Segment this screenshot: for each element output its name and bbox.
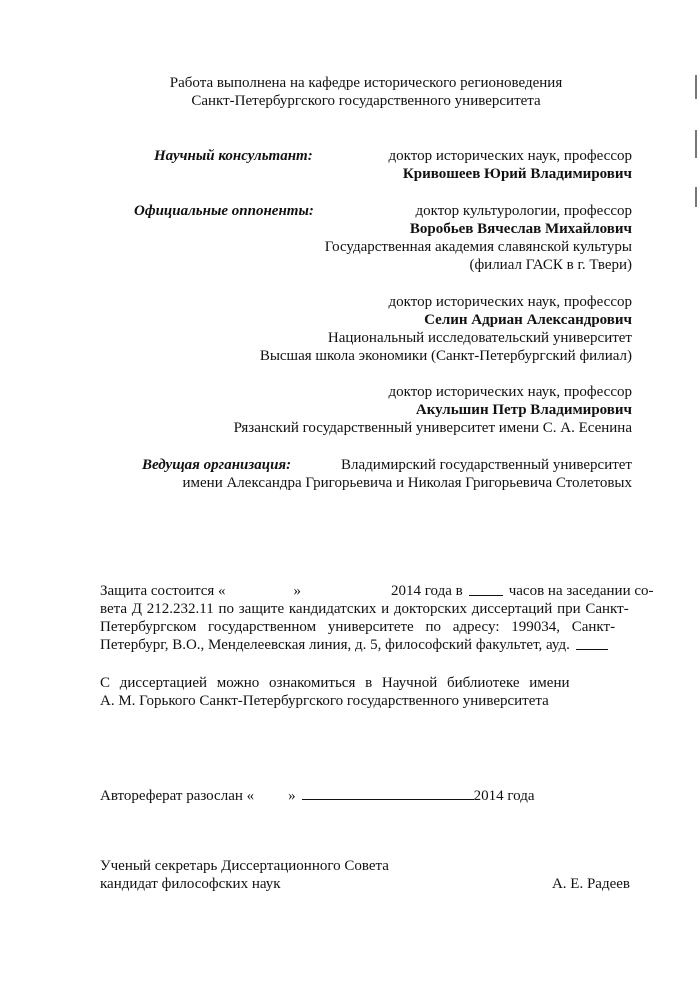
scan-edge-mark: [695, 130, 697, 158]
date-blank: [302, 786, 474, 800]
opponent-name: Селин Адриан Александрович: [424, 312, 632, 328]
opponent-org: Национальный исследовательский университет: [327, 330, 632, 346]
opponent-name: Воробьев Вячеслав Михайлович: [409, 221, 632, 237]
header-line: Работа выполнена на кафедре исторического регионоведения: [169, 75, 563, 91]
defense-text: 2014 года в: [391, 583, 463, 599]
opponents-label: Официальные оппоненты:: [134, 203, 314, 219]
sent-text: »: [288, 788, 296, 804]
room-blank: [576, 636, 608, 650]
secretary-name: А. Е. Радеев: [551, 876, 630, 892]
lead-org-line: Владимирский государственный университет: [341, 457, 632, 473]
paragraph-line: [100, 582, 654, 600]
defense-paragraph: [100, 582, 654, 654]
sent-line: [100, 786, 535, 805]
opponent-block: [100, 383, 632, 437]
opponent-org: Государственная академия славянской культуры: [324, 239, 632, 255]
paragraph-line: А. М. Горького Санкт-Петербургского государственного университета: [100, 693, 549, 709]
scan-edge-mark: [695, 187, 697, 207]
hour-blank: [469, 582, 503, 596]
opponent-block: [100, 293, 632, 365]
opponent-block: [100, 202, 632, 274]
opponent-degree: доктор исторических наук, профессор: [388, 294, 632, 310]
scan-edge-mark: [695, 75, 697, 99]
defense-text: Защита состоится «: [100, 583, 226, 599]
lead-org-block: [100, 456, 632, 492]
defense-text: часов на заседании со-: [508, 583, 654, 599]
date-gap: [226, 582, 294, 600]
secretary-degree: кандидат философских наук: [100, 876, 281, 892]
lead-org-line: имени Александра Григорьевича и Николая Григорьевича Столетовых: [182, 475, 632, 491]
secretary-block: [100, 857, 630, 893]
month-gap: [301, 582, 391, 600]
paragraph-line: [100, 636, 632, 654]
opponent-name: Акульшин Петр Владимирович: [415, 402, 632, 418]
secretary-title: Ученый секретарь Диссертационного Совета: [100, 858, 389, 874]
secretary-row: [100, 875, 630, 893]
paragraph-line: вета Д 212.232.11 по защите кандидатских и докторских диссертаций при Санкт-: [100, 601, 629, 617]
consultant-degree: доктор исторических наук, профессор: [388, 148, 632, 164]
consultant-name: Кривошеев Юрий Владимирович: [402, 166, 632, 182]
header: [100, 74, 632, 110]
opponent-org: (филиал ГАСК в г. Твери): [469, 257, 632, 273]
consultant-block: [100, 147, 632, 183]
defense-text: Петербург, В.О., Менделеевская линия, д. 5, философский факультет, ауд.: [100, 637, 570, 653]
opponent-org: Высшая школа экономики (Санкт-Петербургский филиал): [259, 348, 632, 364]
lead-org-label: Ведущая организация:: [142, 457, 292, 473]
paragraph-line: Петербургском государственном университете по адресу: 199034, Санкт-: [100, 619, 616, 635]
sent-text: 2014 года: [473, 788, 535, 804]
defense-text: »: [293, 583, 302, 599]
sent-text: Автореферат разослан «: [100, 788, 255, 804]
secretary-row: [100, 857, 630, 875]
opponent-degree: доктор исторических наук, профессор: [388, 384, 632, 400]
header-line: Санкт-Петербургского государственного университета: [191, 93, 541, 109]
library-paragraph: [100, 674, 632, 710]
opponent-degree: доктор культурологии, профессор: [415, 203, 632, 219]
consultant-label: Научный консультант:: [154, 148, 313, 164]
paragraph-line: С диссертацией можно ознакомиться в Научной библиотеке имени: [100, 675, 570, 691]
opponent-org: Рязанский государственный университет имени С. А. Есенина: [233, 420, 632, 436]
